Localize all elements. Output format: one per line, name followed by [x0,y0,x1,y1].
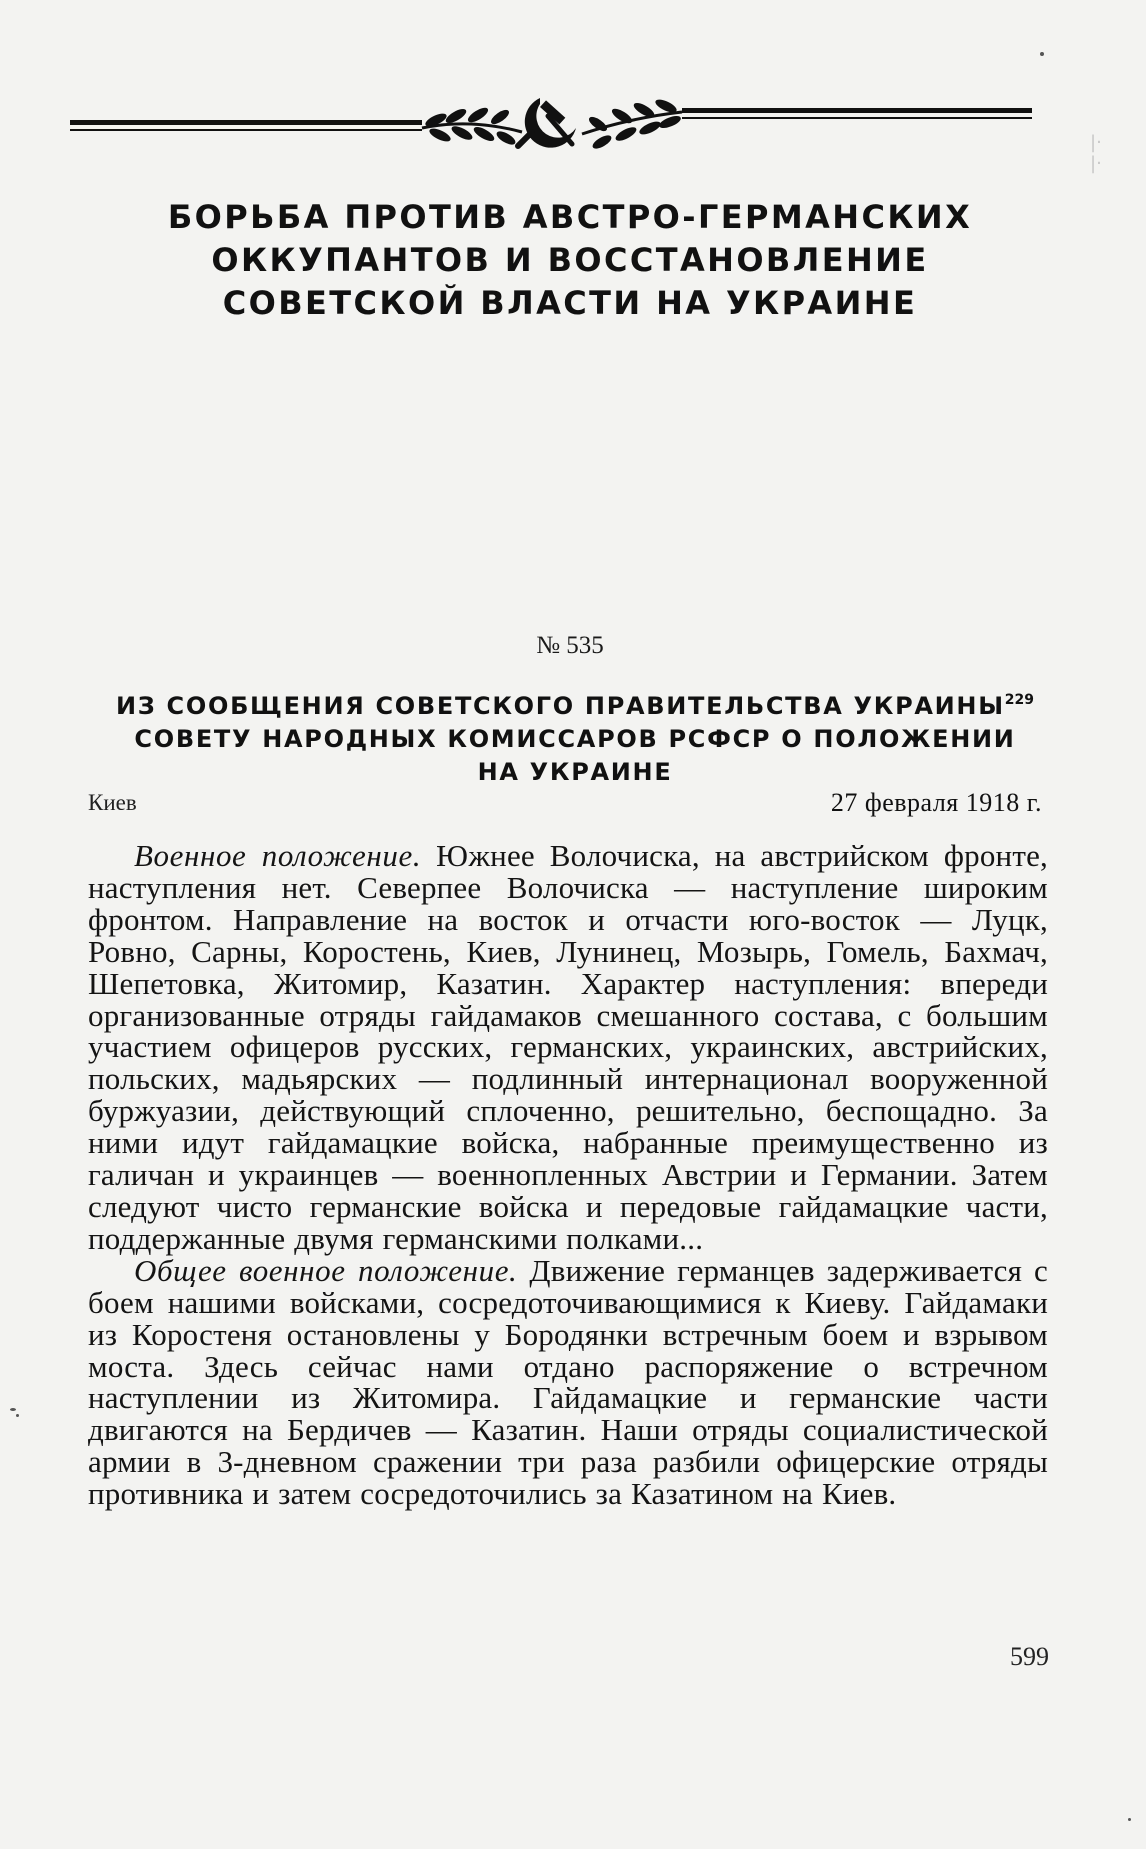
paragraph-lead: Военное положение. [134,838,422,873]
section-title [120,196,1020,325]
body-paragraph [88,840,1048,1255]
header-ornament [70,88,1032,160]
section-title-line: БОРЬБА ПРОТИВ АВСТРО-ГЕРМАНСКИХ [167,198,973,236]
document-title-text: ИЗ СООБЩЕНИЯ СОВЕТСКОГО ПРАВИТЕЛЬСТВА УКРАИНЫ [115,692,1005,720]
section-title-line: СОВЕТСКОЙ ВЛАСТИ НА УКРАИНЕ [222,284,918,322]
ornament-rule-left [70,120,422,131]
document-title-line [100,690,1050,723]
document-meta [88,788,1048,822]
page-number: 599 [1010,1642,1049,1671]
scan-artifact-mark: |· |· [1090,132,1102,174]
document-place: Киев [88,790,137,815]
laurel-branch-icon [422,106,522,147]
scan-speck [1040,52,1044,56]
body-paragraph [88,1252,1048,1512]
document-body [88,840,1048,1510]
footnote-reference: 229 [1004,692,1035,708]
ornament-rule-right [682,108,1032,119]
paragraph-text: Движение германцев задерживается с боем нашими войсками, сосредоточивающимися к Киеву. Гайдамаки из Коростеня остановлены у Бородянки встречным боем и взрывом моста. Здесь сейчас нами отдано распоряжение о встречном наступлении из Житомира. Гайдамацкие и германские части двигаются на Бердичев — Казатин. Наши отряды социалистической армии в 3-дневном сражении три раза разбили офицерские отряды противника и затем сосредоточились за Казатином на Киев. [88,1252,1048,1512]
hammer-and-sickle-icon [518,98,576,148]
paragraph-lead: Общее военное положение. [134,1252,518,1288]
scan-speck [16,1414,19,1417]
document-title [100,690,1050,789]
document-title-line: НА УКРАИНЕ [477,758,673,786]
paragraph-text: Южнее Волочиска, на австрийском фронте, наступления нет. Северпее Волочиска — наступление широким фронтом. Направление на восток и отчасти юго-восток — Луцк, Ровно, Сарны, Коростень, Киев, Лунинец, Мозырь, Гомель, Бахмач, Шепетовка, Житомир, Казатин. Характер наступления: впереди организованные отряды гайдамаков смешанного состава, с большим участием офицеров русских, германских, украинских, австрийских, польских, мадьярских — подлинный интернационал вооруженной буржуазии, действующий сплоченно, решительно, беспощадно. За ними идут гайдамацкие войска, набранные преимущественно из галичан и украинцев — военнопленных Австрии и Германии. Затем следуют чисто германские войска и передовые гайдамацкие части, поддержанные двумя германскими полками... [88,838,1048,1256]
document-date: 27 февраля 1918 г. [830,788,1042,817]
document-title-line: СОВЕТУ НАРОДНЫХ КОМИССАРОВ РСФСР О ПОЛОЖЕНИИ [134,725,1016,753]
document-number: № 535 [536,632,604,659]
section-title-line: ОККУПАНТОВ И ВОССТАНОВЛЕНИЕ [211,241,929,279]
scan-speck [10,1408,16,1411]
laurel-branch-icon [582,98,682,151]
scan-speck [1128,1818,1131,1821]
